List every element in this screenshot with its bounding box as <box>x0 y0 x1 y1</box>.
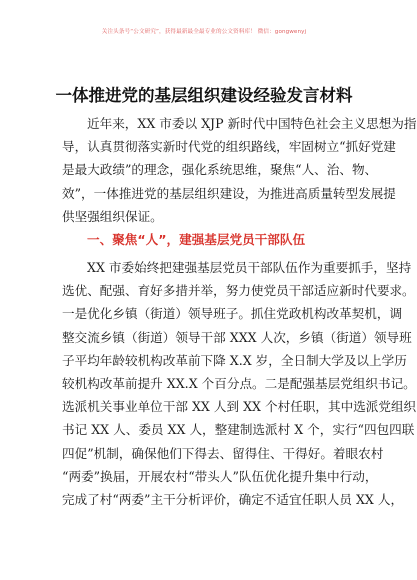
intro-line: 是最大政绩”的理念，强化系统思维，聚焦“人、治、物、 <box>62 162 378 178</box>
body-line: 较机构改革前提升 XX.X 个百分点。二是配强基层党组织书记。 <box>62 376 416 392</box>
intro-line: 导，认真贯彻落实新时代党的组织路线，牢固树立“抓好党建 <box>62 139 396 155</box>
section-heading: 一、聚焦“人”，建强基层党员干部队伍 <box>87 232 306 247</box>
header-promo-note: 关注头条号“公文研究”，获得最新最全最专业的公文资料库！ 微信：gongwenyj <box>101 29 307 35</box>
body-line: 一是优化乡镇（街道）领导班子。抓住党政机构改革契机，调 <box>62 306 403 322</box>
intro-paragraph <box>62 112 417 228</box>
document-title: 一体推进党的基层组织建设经验发言材料 <box>55 86 353 105</box>
body-line: XX 市委始终把建强基层党员干部队伍作为重要抓手，坚持 <box>87 260 412 275</box>
body-paragraph <box>62 256 417 511</box>
body-line: 整交流乡镇（街道）领导干部 XXX 人次，乡镇（街道）领导班 <box>62 329 412 345</box>
body-line: 书记 XX 人、委员 XX 人，整建制选派村 X 个，实行“四包四联 <box>62 422 415 438</box>
body-line: 完成了村“两委”主干分析评价，确定不适宜任职人员 XX 人， <box>62 492 404 508</box>
body-line: 子平均年龄较机构改革前下降 X.X 岁，全日制大学及以上学历 <box>62 352 407 368</box>
body-line: 选优、配强、育好多措并举，努力使党员干部适应新时代要求。 <box>62 283 415 299</box>
body-line: 四促”机制，确保他们下得去、留得住、干得好。着眼农村 <box>62 445 384 461</box>
intro-line: 近年来，XX 市委以 XJP 新时代中国特色社会主义思想为指 <box>87 116 417 131</box>
body-line: “两委”换届，开展农村“带头人”队伍优化提升集中行动， <box>62 468 378 484</box>
intro-line: 效”，一体推进党的基层组织建设，为推进高质量转型发展提 <box>62 185 396 201</box>
intro-line: 供坚强组织保证。 <box>62 208 163 224</box>
body-line: 选派机关事业单位干部 XX 人到 XX 个村任职，其中选派党组织 <box>62 399 417 415</box>
